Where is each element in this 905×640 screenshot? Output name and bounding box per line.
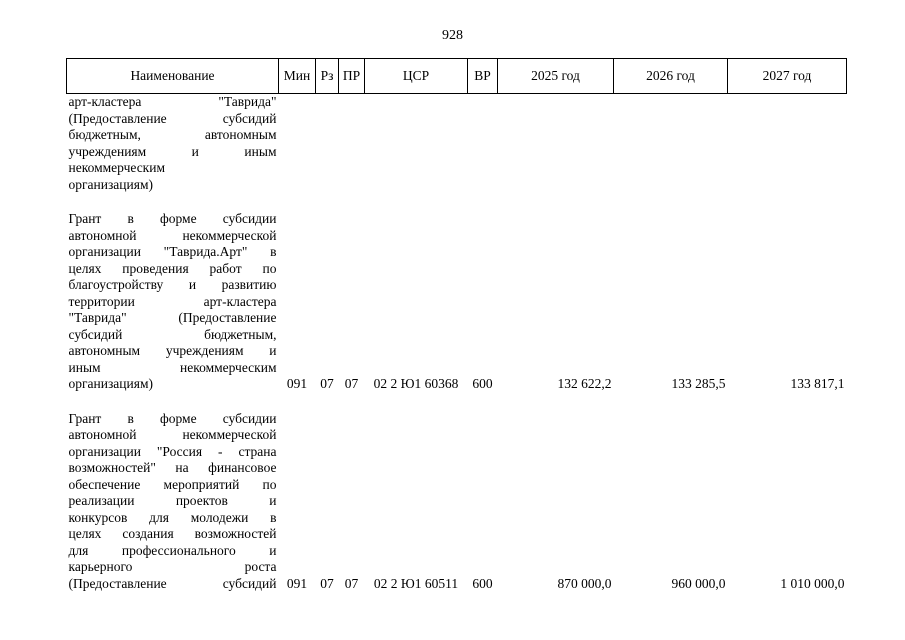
table-row <box>67 211 847 393</box>
cell-pr: 07 <box>344 575 359 591</box>
cell-vr: 600 <box>472 376 493 391</box>
name-line: учреждениям и иным <box>68 143 277 159</box>
cell-pr <box>339 94 365 194</box>
name-line: автономной некоммерческой <box>68 227 277 243</box>
spacer-cell <box>67 393 847 411</box>
name-line: Грант в форме субсидии <box>68 410 277 426</box>
name-line: для профессионального и <box>68 542 277 558</box>
table-row <box>67 94 847 194</box>
cell-name <box>67 411 279 593</box>
table-row <box>67 411 847 593</box>
cell-rz: 07 <box>320 376 334 391</box>
page-number: 928 <box>442 28 463 43</box>
cell-csr: 02 2 Ю1 60368 <box>373 376 459 391</box>
cell-rz <box>316 94 339 194</box>
table-header-row <box>67 59 847 94</box>
name-line: организациям) <box>68 176 154 192</box>
header-vr: ВР <box>468 59 498 94</box>
name-line: бюджетным, автономным <box>68 127 277 142</box>
cell-2025 <box>498 94 614 194</box>
name-line: иным некоммерческим <box>68 359 277 375</box>
cell-2025: 870 000,0 <box>557 575 612 591</box>
header-2027: 2027 год <box>728 59 847 94</box>
cell-2027 <box>728 94 847 194</box>
name-line: Грант в форме субсидии <box>68 211 277 226</box>
cell-2027: 133 817,1 <box>790 376 845 391</box>
header-name: Наименование <box>67 59 279 94</box>
name-line: организациям) <box>68 376 154 391</box>
cell-2025: 132 622,2 <box>557 376 612 391</box>
name-line: благоустройству и развитию <box>68 277 277 292</box>
cell-name <box>67 94 279 194</box>
header-pr: ПР <box>339 59 365 94</box>
cell-2027: 1 010 000,0 <box>780 575 845 591</box>
name-line: арт-кластера "Таврида" <box>68 94 277 109</box>
name-line: возможностей" на финансовое <box>68 460 277 475</box>
name-line: организации "Таврида.Арт" в <box>68 244 277 259</box>
header-2025: 2025 год <box>498 59 614 94</box>
cell-2026: 960 000,0 <box>671 575 726 591</box>
cell-2026: 133 285,5 <box>671 376 726 391</box>
cell-rz: 07 <box>320 575 334 591</box>
cell-name <box>67 211 279 393</box>
name-line: организации "Россия - страна <box>68 443 277 459</box>
name-line: субсидий бюджетным, <box>68 326 277 342</box>
cell-pr: 07 <box>344 376 359 391</box>
name-line: реализации проектов и <box>68 493 277 508</box>
name-line: (Предоставление субсидий <box>68 575 277 591</box>
row-spacer <box>67 393 847 411</box>
cell-vr <box>468 94 498 194</box>
header-csr: ЦСР <box>365 59 468 94</box>
name-line: обеспечение мероприятий по <box>68 476 277 492</box>
cell-min <box>279 94 316 194</box>
cell-csr <box>365 94 468 194</box>
name-line: автономным учреждениям и <box>68 343 277 358</box>
cell-2026 <box>614 94 728 194</box>
name-line: (Предоставление субсидий <box>68 110 277 126</box>
header-rz: Рз <box>316 59 339 94</box>
cell-vr: 600 <box>472 575 493 591</box>
budget-table <box>66 58 847 592</box>
name-line: карьерного роста <box>68 559 277 574</box>
name-line: целях создания возможностей <box>68 526 277 541</box>
spacer-cell <box>67 193 847 211</box>
name-line: конкурсов для молодежи в <box>68 509 277 525</box>
name-line: автономной некоммерческой <box>68 427 277 442</box>
name-line: некоммерческим <box>68 160 166 175</box>
name-line: целях проведения работ по <box>68 260 277 276</box>
cell-csr: 02 2 Ю1 60511 <box>373 575 459 591</box>
name-line: территории арт-кластера <box>68 293 277 309</box>
header-2026: 2026 год <box>614 59 728 94</box>
cell-min: 091 <box>286 575 308 591</box>
name-line: "Таврида" (Предоставление <box>68 310 277 325</box>
row-spacer <box>67 193 847 211</box>
cell-min: 091 <box>286 376 308 391</box>
header-min: Мин <box>279 59 316 94</box>
